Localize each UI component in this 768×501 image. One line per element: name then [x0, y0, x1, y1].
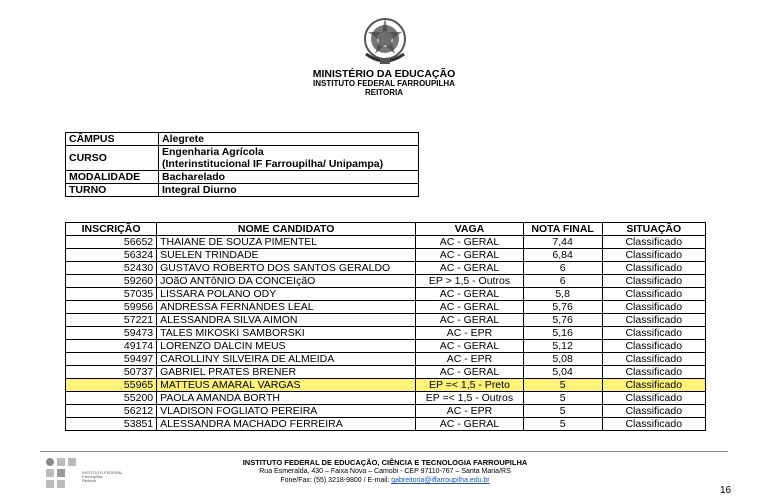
- footer-logo-line: Farroupilha: [82, 474, 103, 479]
- cell-vaga: AC - EPR: [416, 327, 524, 340]
- cell-nome: SUELEN TRINDADE: [157, 249, 416, 262]
- col-nome: NOME CANDIDATO: [157, 223, 416, 236]
- cell-nome: ALESSANDRA MACHADO FERREIRA: [157, 418, 416, 431]
- cell-vaga: AC - GERAL: [416, 236, 524, 249]
- footer-logo-text: [82, 471, 123, 483]
- cell-vaga: AC - EPR: [416, 353, 524, 366]
- table-row: [66, 340, 706, 353]
- cell-nota: 5: [523, 405, 602, 418]
- col-nota: NOTA FINAL: [523, 223, 602, 236]
- info-row: [66, 184, 419, 197]
- cell-situacao: Classificado: [602, 340, 705, 353]
- info-row: [66, 171, 419, 184]
- info-row: [66, 133, 419, 146]
- cell-vaga: AC - GERAL: [416, 301, 524, 314]
- cell-vaga: AC - EPR: [416, 405, 524, 418]
- table-row: [66, 314, 706, 327]
- cell-inscricao: 50737: [66, 366, 157, 379]
- footer-logo-line: INSTITUTO FEDERAL: [82, 470, 123, 475]
- cell-nota: 5,76: [523, 314, 602, 327]
- table-row: [66, 392, 706, 405]
- info-row: [66, 146, 419, 171]
- table-row: [66, 379, 706, 392]
- cell-vaga: EP > 1,5 - Outros: [416, 275, 524, 288]
- cell-nota: 5,04: [523, 366, 602, 379]
- cell-vaga: AC - GERAL: [416, 314, 524, 327]
- cell-nome: TALES MIKOSKI SAMBORSKI: [157, 327, 416, 340]
- cell-inscricao: 59497: [66, 353, 157, 366]
- info-value: Integral Diurno: [159, 184, 419, 197]
- footer-address: Rua Esmeralda, 430 – Faixa Nova – Camobi - CEP 97110-767 – Santa Maria/RS: [259, 468, 511, 475]
- header-office: REITORIA: [364, 88, 404, 97]
- cell-inscricao: 56652: [66, 236, 157, 249]
- cell-inscricao: 59473: [66, 327, 157, 340]
- cell-nome: GUSTAVO ROBERTO DOS SANTOS GERALDO: [157, 262, 416, 275]
- footer-institute: INSTITUTO FEDERAL DE EDUCAÇÃO, CIÊNCIA E TECNOLOGIA FARROUPILHA: [242, 458, 528, 467]
- cell-situacao: Classificado: [602, 366, 705, 379]
- cell-inscricao: 56324: [66, 249, 157, 262]
- cell-nota: 6,84: [523, 249, 602, 262]
- cell-nome: LISSARA POLANO ODY: [157, 288, 416, 301]
- results-header-row: [66, 223, 706, 236]
- results-table: [65, 222, 706, 431]
- cell-situacao: Classificado: [602, 379, 705, 392]
- footer-logo-line: Reitoria: [82, 478, 96, 483]
- if-farroupilha-logo-icon: [44, 456, 80, 492]
- cell-inscricao: 56212: [66, 405, 157, 418]
- footer-phone: Fone/Fax: (55) 3218-9800 / E-mail:: [280, 477, 392, 484]
- page-number: 16: [720, 485, 732, 496]
- cell-situacao: Classificado: [602, 392, 705, 405]
- cell-situacao: Classificado: [602, 236, 705, 249]
- cell-nota: 5,8: [523, 288, 602, 301]
- cell-vaga: AC - GERAL: [416, 249, 524, 262]
- cell-nota: 5,08: [523, 353, 602, 366]
- cell-nota: 6: [523, 275, 602, 288]
- footer-contact: [195, 477, 575, 484]
- cell-inscricao: 49174: [66, 340, 157, 353]
- table-row: [66, 418, 706, 431]
- table-row: [66, 236, 706, 249]
- cell-situacao: Classificado: [602, 314, 705, 327]
- cell-nome: JOãO ANTôNIO DA CONCEIçãO: [157, 275, 416, 288]
- cell-situacao: Classificado: [602, 405, 705, 418]
- info-value: [159, 146, 419, 171]
- cell-vaga: EP =< 1,5 - Outros: [416, 392, 524, 405]
- cell-vaga: AC - GERAL: [416, 418, 524, 431]
- cell-nome: ANDRESSA FERNANDES LEAL: [157, 301, 416, 314]
- cell-inscricao: 57221: [66, 314, 157, 327]
- brazil-coat-of-arms-icon: [358, 14, 412, 68]
- cell-nota: 6: [523, 262, 602, 275]
- table-row: [66, 275, 706, 288]
- cell-nome: CAROLLINY SILVEIRA DE ALMEIDA: [157, 353, 416, 366]
- table-row: [66, 353, 706, 366]
- cell-situacao: Classificado: [602, 262, 705, 275]
- cell-vaga: AC - GERAL: [416, 262, 524, 275]
- table-row: [66, 262, 706, 275]
- cell-nota: 5: [523, 418, 602, 431]
- cell-nome: LORENZO DALCIN MEUS: [157, 340, 416, 353]
- cell-inscricao: 55200: [66, 392, 157, 405]
- cell-situacao: Classificado: [602, 327, 705, 340]
- cell-nome: GABRIEL PRATES BRENER: [157, 366, 416, 379]
- cell-nota: 5,16: [523, 327, 602, 340]
- cell-nota: 5,12: [523, 340, 602, 353]
- course-name: Engenharia Agrícola: [162, 146, 264, 158]
- cell-nome: THAIANE DE SOUZA PIMENTEL: [157, 236, 416, 249]
- cell-inscricao: 53851: [66, 418, 157, 431]
- info-value: Bacharelado: [159, 171, 419, 184]
- table-row: [66, 405, 706, 418]
- col-inscricao: INSCRIÇÃO: [66, 223, 157, 236]
- footer-divider: [40, 451, 728, 452]
- info-value: Alegrete: [159, 133, 419, 146]
- cell-inscricao: 55965: [66, 379, 157, 392]
- cell-inscricao: 59956: [66, 301, 157, 314]
- cell-vaga: AC - GERAL: [416, 340, 524, 353]
- cell-inscricao: 57035: [66, 288, 157, 301]
- cell-situacao: Classificado: [602, 301, 705, 314]
- col-situacao: SITUAÇÃO: [602, 223, 705, 236]
- col-vaga: VAGA: [416, 223, 524, 236]
- cell-nota: 5: [523, 392, 602, 405]
- cell-inscricao: 52430: [66, 262, 157, 275]
- cell-vaga: AC - GERAL: [416, 366, 524, 379]
- info-key: CÂMPUS: [66, 133, 159, 146]
- cell-nome: VLADISON FOGLIATO PEREIRA: [157, 405, 416, 418]
- cell-nome: ALESSANDRA SILVA AIMON: [157, 314, 416, 327]
- cell-nome: MATTEUS AMARAL VARGAS: [157, 379, 416, 392]
- course-name-detail: (Interinstitucional IF Farroupilha/ Unipampa): [162, 158, 384, 170]
- cell-situacao: Classificado: [602, 418, 705, 431]
- table-row: [66, 249, 706, 262]
- cell-vaga: EP =< 1,5 - Preto: [416, 379, 524, 392]
- info-key: CURSO: [66, 146, 159, 171]
- info-key: MODALIDADE: [66, 171, 159, 184]
- table-row: [66, 327, 706, 340]
- cell-nota: 5,76: [523, 301, 602, 314]
- table-row: [66, 288, 706, 301]
- cell-situacao: Classificado: [602, 353, 705, 366]
- cell-situacao: Classificado: [602, 288, 705, 301]
- course-info-table: [65, 132, 419, 197]
- info-key: TURNO: [66, 184, 159, 197]
- table-row: [66, 366, 706, 379]
- footer-email-link[interactable]: gabreitoria@iffarroupilha.edu.br: [391, 477, 490, 484]
- table-row: [66, 301, 706, 314]
- header-institute: INSTITUTO FEDERAL FARROUPILHA: [313, 79, 455, 88]
- cell-nome: PAOLA AMANDA BORTH: [157, 392, 416, 405]
- cell-nota: 7,44: [523, 236, 602, 249]
- cell-situacao: Classificado: [602, 249, 705, 262]
- cell-situacao: Classificado: [602, 275, 705, 288]
- cell-nota: 5: [523, 379, 602, 392]
- cell-vaga: AC - GERAL: [416, 288, 524, 301]
- header-ministry: MINISTÉRIO DA EDUCAÇÃO: [312, 68, 456, 80]
- cell-inscricao: 59260: [66, 275, 157, 288]
